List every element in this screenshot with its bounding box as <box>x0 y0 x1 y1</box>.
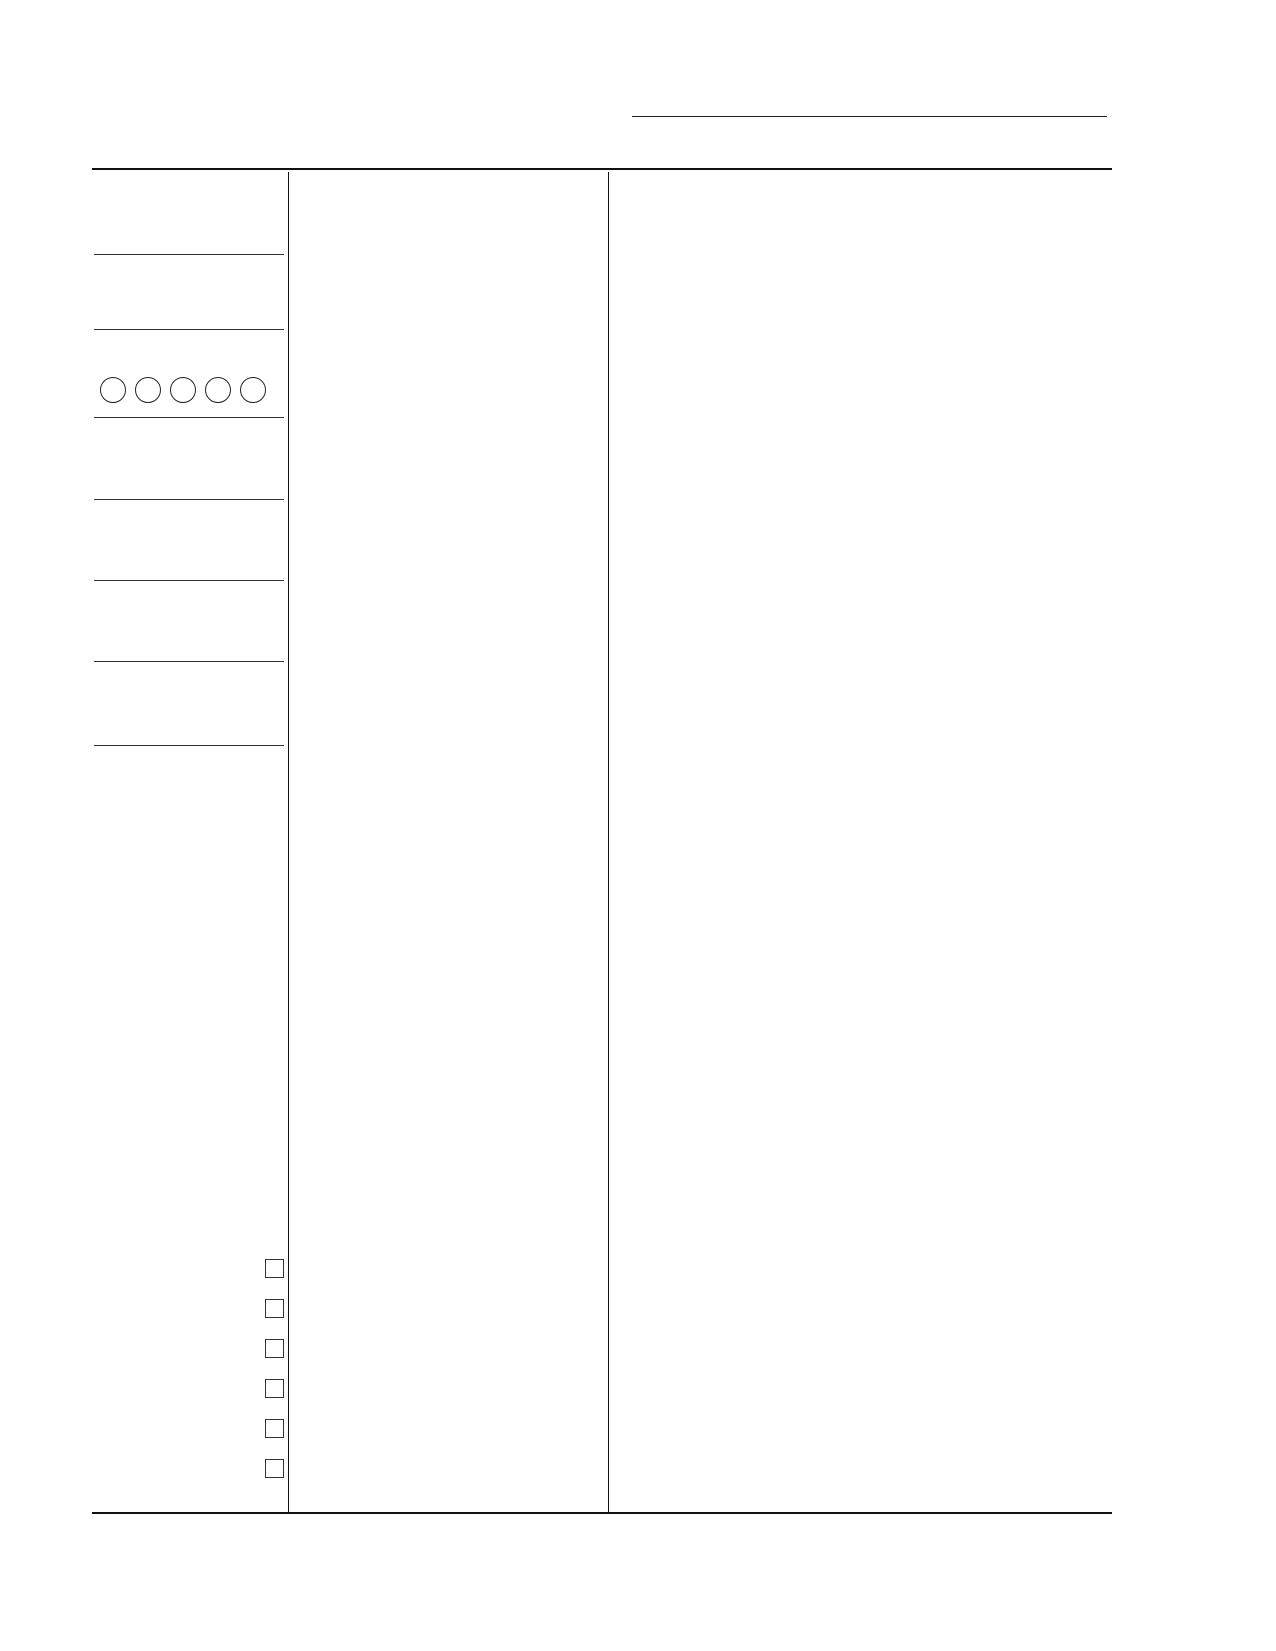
checkbox-vegan[interactable] <box>265 1299 284 1318</box>
calories-serving-input[interactable] <box>94 329 284 330</box>
left-column <box>94 180 284 808</box>
difficulty-circle-1[interactable] <box>100 377 126 403</box>
instructions-writing-lines[interactable] <box>618 0 1112 1651</box>
diet-row-low-calorie[interactable] <box>94 1448 284 1488</box>
field-prep-time[interactable] <box>94 664 284 748</box>
field-rating[interactable] <box>94 418 284 500</box>
prep-time-input[interactable] <box>94 745 284 746</box>
checkbox-low-calorie[interactable] <box>265 1459 284 1478</box>
column-divider-left <box>288 172 289 1512</box>
diet-row-vegan[interactable] <box>94 1288 284 1328</box>
diet-row-low-carb[interactable] <box>94 1408 284 1448</box>
difficulty-circle-3[interactable] <box>170 377 196 403</box>
checkbox-gluten-free[interactable] <box>265 1379 284 1398</box>
difficulty-selector[interactable] <box>100 377 266 403</box>
field-calories-serving[interactable] <box>94 255 284 335</box>
diet-row-gluten-free[interactable] <box>94 1368 284 1408</box>
diet-row-vegetarian[interactable] <box>94 1248 284 1288</box>
checkbox-low-carb[interactable] <box>265 1419 284 1438</box>
field-cooking-time[interactable] <box>94 500 284 581</box>
difficulty-circle-4[interactable] <box>205 377 231 403</box>
difficulty-circle-2[interactable] <box>135 377 161 403</box>
cooking-temp-input[interactable] <box>94 661 284 662</box>
checkbox-vegetarian[interactable] <box>265 1259 284 1278</box>
diet-row-dairy-free[interactable] <box>94 1328 284 1368</box>
checkbox-dairy-free[interactable] <box>265 1339 284 1358</box>
difficulty-circle-5[interactable] <box>240 377 266 403</box>
diet-checkbox-group <box>94 1248 284 1488</box>
field-tools-utensils[interactable] <box>94 748 284 808</box>
field-serves[interactable] <box>94 180 284 255</box>
ingredients-notes-writing-lines[interactable] <box>298 0 598 1651</box>
field-difficulty[interactable] <box>94 335 284 418</box>
column-divider-right <box>608 172 609 1512</box>
field-cooking-temp[interactable] <box>94 581 284 664</box>
